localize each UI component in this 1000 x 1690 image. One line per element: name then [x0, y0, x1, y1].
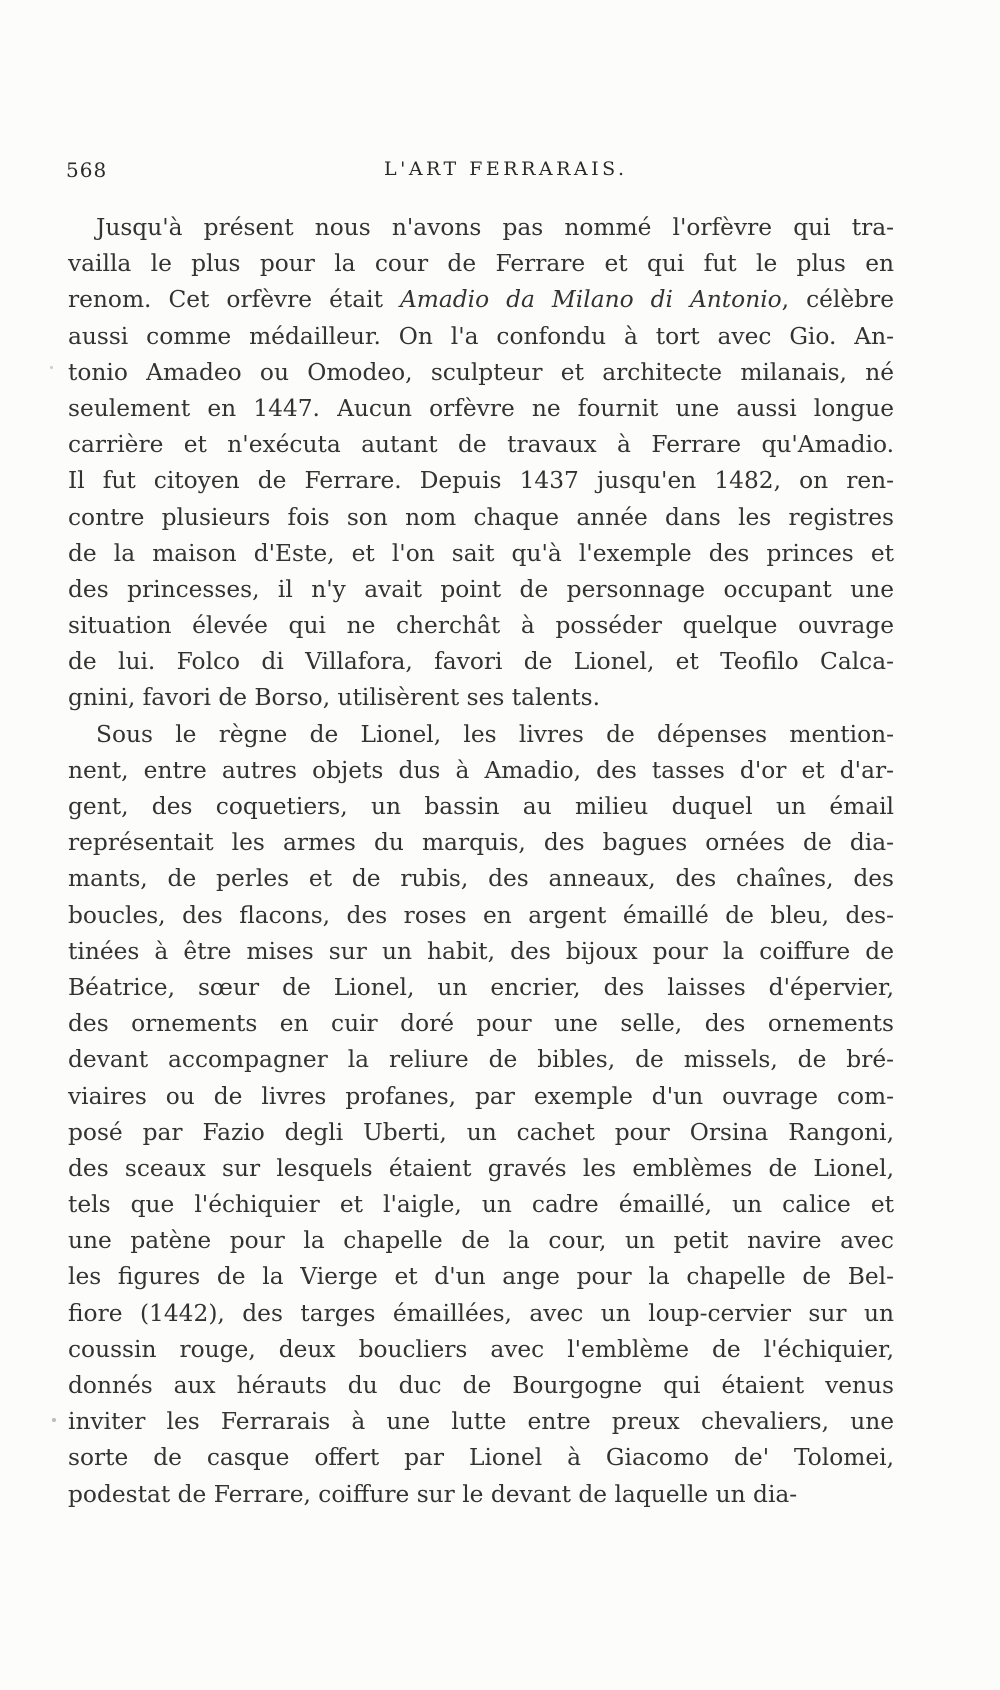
body-text — [68, 210, 894, 1513]
text-line: carrière et n'exécuta autant de travaux à Ferrare qu'Amadio. — [68, 431, 894, 459]
italic-name: Amadio da Milano di Antonio — [399, 286, 782, 314]
text-line: mants, de perles et de rubis, des anneaux, des chaînes, des — [68, 865, 894, 893]
paragraph — [68, 717, 894, 1513]
text-line: des princesses, il n'y avait point de personnage occupant une — [68, 575, 894, 603]
text-line: posé par Fazio degli Uberti, un cachet pour Orsina Rangoni, — [68, 1118, 894, 1146]
text-line: nent, entre autres objets dus à Amadio, des tasses d'or et d'ar- — [68, 756, 894, 784]
text-line: tels que l'échiquier et l'aigle, un cadre émaillé, un calice et — [68, 1191, 894, 1219]
text-line: donnés aux hérauts du duc de Bourgogne qui étaient venus — [68, 1372, 894, 1399]
page-number: 568 — [66, 158, 108, 182]
text-line: aussi comme médailleur. On l'a confondu à tort avec Gio. An- — [68, 322, 894, 350]
running-title: L'ART FERRARAIS. — [384, 158, 628, 180]
text-line: des sceaux sur lesquels étaient gravés les emblèmes de Lionel, — [68, 1154, 894, 1182]
text-line: de lui. Folco di Villafora, favori de Lionel, et Teofilo Calca- — [68, 648, 894, 676]
text-line: représentait les armes du marquis, des bagues ornées de dia- — [68, 829, 894, 857]
text-line: Jusqu'à présent nous n'avons pas nommé l'orfèvre qui tra- — [96, 214, 894, 241]
text-line: devant accompagner la reliure de bibles, de missels, de bré- — [68, 1046, 894, 1074]
text-line: coussin rouge, deux boucliers avec l'emblème de l'échiquier, — [68, 1335, 894, 1363]
text-line: Béatrice, sœur de Lionel, un encrier, des laisses d'épervier, — [68, 973, 894, 1001]
text-line: de la maison d'Este, et l'on sait qu'à l'exemple des princes et — [68, 539, 894, 567]
running-head — [66, 158, 894, 198]
text-line: sorte de casque offert par Lionel à Giacomo de' Tolomei, — [68, 1444, 894, 1472]
text-line: boucles, des flacons, des roses en argent émaillé de bleu, des- — [68, 901, 894, 929]
margin-mark — [52, 1418, 56, 1422]
text-line: situation élevée qui ne cherchât à posséder quelque ouvrage — [68, 612, 894, 640]
text-line: vailla le plus pour la cour de Ferrare et qui fut le plus en — [68, 250, 894, 278]
text-line: Il fut citoyen de Ferrare. Depuis 1437 jusqu'en 1482, on ren- — [68, 467, 894, 495]
text-line: tinées à être mises sur un habit, des bijoux pour la coiffure de — [68, 937, 894, 965]
text-line: gent, des coquetiers, un bassin au milieu duquel un émail — [68, 793, 894, 820]
text-line: des ornements en cuir doré pour une selle, des ornements — [68, 1010, 894, 1038]
text-line: renom. Cet orfèvre était Amadio da Milano di Antonio, célèbre — [68, 286, 894, 314]
text-line: inviter les Ferrarais à une lutte entre preux chevaliers, une — [68, 1408, 894, 1436]
text-line: contre plusieurs fois son nom chaque année dans les registres — [68, 503, 894, 531]
margin-mark — [50, 366, 53, 369]
text-line: fiore (1442), des targes émaillées, avec un loup-cervier sur un — [68, 1299, 894, 1327]
paragraph — [68, 210, 894, 717]
text-line: tonio Amadeo ou Omodeo, sculpteur et architecte milanais, né — [68, 358, 894, 386]
text-line: les figures de la Vierge et d'un ange pour la chapelle de Bel- — [68, 1263, 894, 1291]
text-line: Sous le règne de Lionel, les livres de dépenses mention- — [96, 720, 894, 748]
text-line: viaires ou de livres profanes, par exemple d'un ouvrage com- — [68, 1082, 894, 1110]
text-line: une patène pour la chapelle de la cour, un petit navire avec — [68, 1227, 894, 1255]
text-line: podestat de Ferrare, coiffure sur le devant de laquelle un dia- — [68, 1480, 798, 1508]
text-line: gnini, favori de Borso, utilisèrent ses talents. — [68, 684, 600, 712]
text-line: seulement en 1447. Aucun orfèvre ne fournit une aussi longue — [68, 394, 894, 422]
